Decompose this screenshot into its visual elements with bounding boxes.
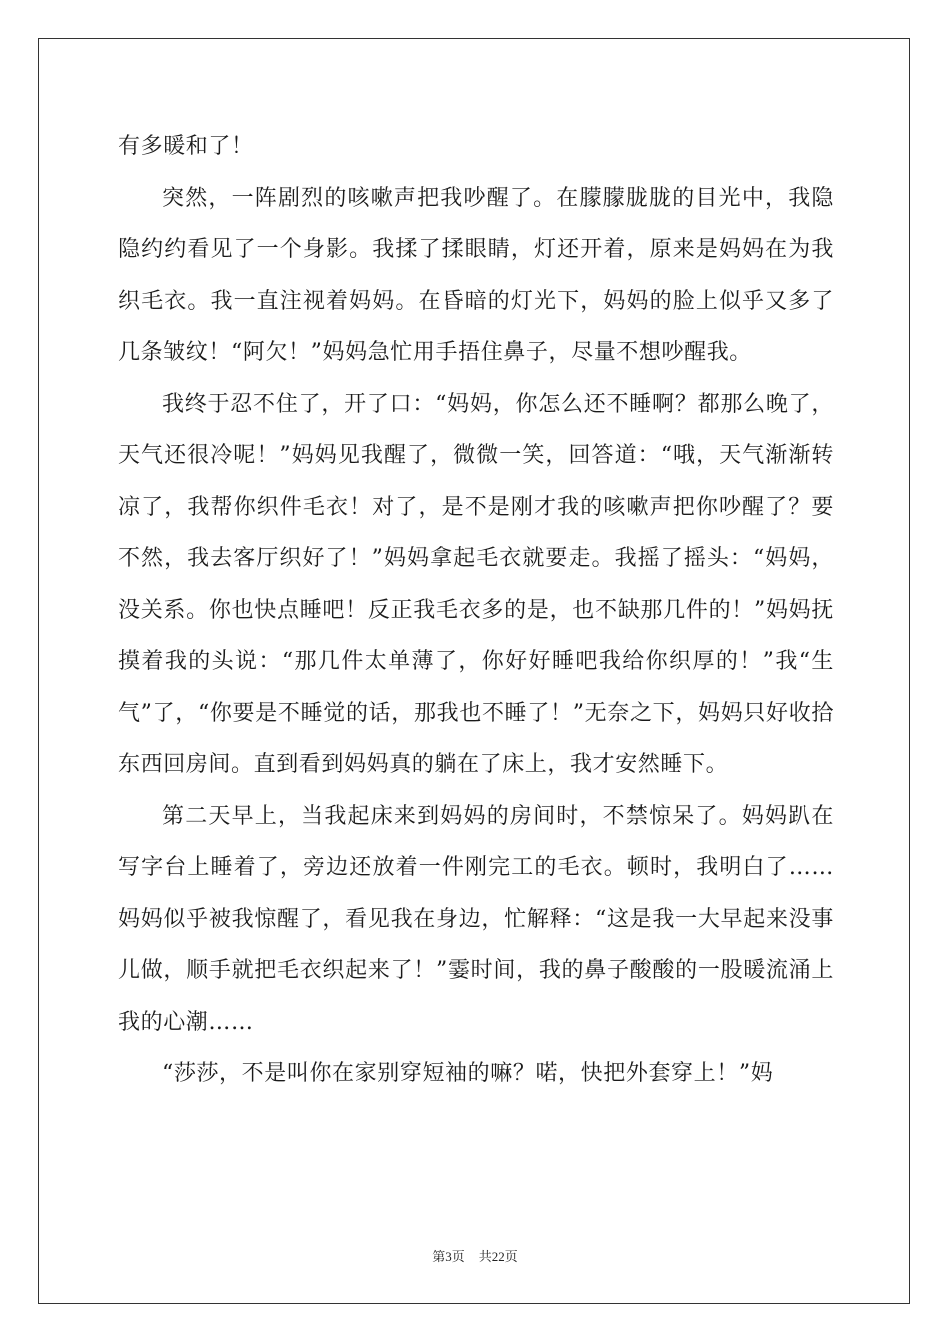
paragraph-1: 有多暖和了！ [118,134,254,159]
paragraph-2: 突然，一阵剧烈的咳嗽声把我吵醒了。在朦朦胧胧的目光中，我隐隐约约看见了一个身影。我揉了揉眼睛，灯还开着，原来是妈妈在为我织毛衣。我一直注视着妈妈。在昏暗的灯光下，妈妈的脸上似乎又多了几条皱纹！“阿欠！”妈妈急忙用手捂住鼻子，尽量不想吵醒我。 [118,185,834,365]
total-pages-label: 共22页 [478,1249,518,1264]
paragraph-5: “莎莎，不是叫你在家别穿短袖的嘛？喏，快把外套穿上！”妈 [162,1061,774,1086]
paragraph-3: 我终于忍不住了，开了口：“妈妈，你怎么还不睡啊？都那么晚了，天气还很冷呢！”妈妈见我醒了，微微一笑，回答道：“哦，天气渐渐转凉了，我帮你织件毛衣！对了，是不是刚才我的咳嗽声把你吵醒了？要不然，我去客厅织好了！”妈妈拿起毛衣就要走。我摇了摇头：“妈妈，没关系。你也快点睡吧！反正我毛衣多的是，也不缺那几件的！”妈妈抚摸着我的头说：“那几件太单薄了，你好好睡吧我给你织厚的！”我“生气”了，“你要是不睡觉的话，那我也不睡了！”无奈之下，妈妈只好收拾东西回房间。直到看到妈妈真的躺在了床上，我才安然睡下。 [118,391,834,777]
document-body [118,121,834,1100]
paragraph-4: 第二天早上，当我起床来到妈妈的房间时，不禁惊呆了。妈妈趴在写字台上睡着了，旁边还放着一件刚完工的毛衣。顿时，我明白了……妈妈似乎被我惊醒了，看见我在身边，忙解释：“这是我一大早起来没事儿做，顺手就把毛衣织起来了！”霎时间，我的鼻子酸酸的一股暖流涌上我的心潮…… [118,803,834,1035]
current-page-label: 第3页 [432,1249,465,1264]
page-footer [0,1248,950,1266]
